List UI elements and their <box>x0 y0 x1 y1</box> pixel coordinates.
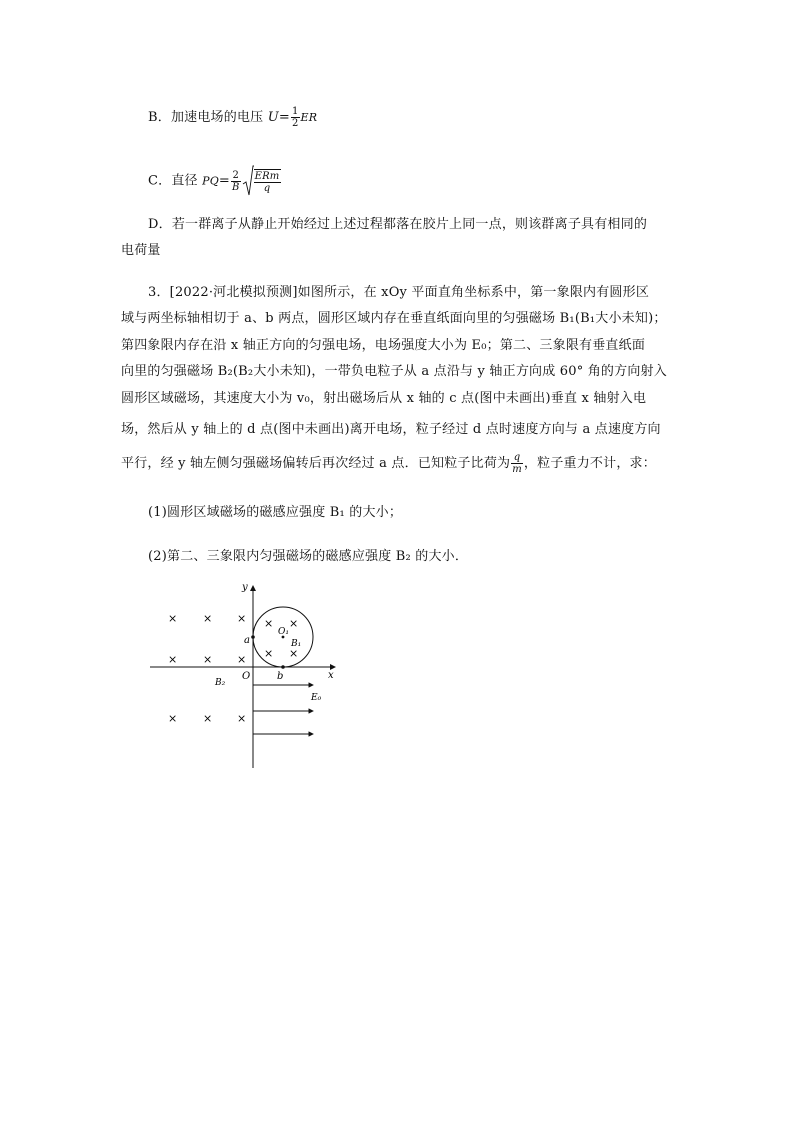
option-c-radicand <box>254 169 281 194</box>
point-b <box>281 665 285 669</box>
question-2: (2)第二、三象限内匀强磁场的磁感应强度 B₂ 的大小． <box>148 549 469 564</box>
option-b-lhs: U <box>267 110 279 125</box>
problem3-line2: 域与两坐标轴相切于 a、b 两点，圆形区域内存在垂直纸面向里的匀强磁场 B₁(B₁大小未知)； <box>121 311 667 326</box>
cross-mark: × <box>203 612 213 625</box>
problem3-line5: 圆形区域磁场，其速度大小为 v₀，射出磁场后从 x 轴的 c 点(图中未画出)垂直 x 轴射入电 <box>121 391 647 406</box>
center-label: O₁ <box>278 627 289 637</box>
option-b-eq: = <box>278 110 290 125</box>
option-d-line2: 电荷量 <box>121 243 161 258</box>
option-c-rad-num: ERm <box>254 170 280 182</box>
ratio-den: m <box>512 464 522 475</box>
x-axis-label: x <box>328 670 334 681</box>
option-b-den: 2 <box>291 118 299 129</box>
origin-label: O <box>242 671 251 682</box>
cross-mark: × <box>168 712 178 725</box>
option-c-lhs: PQ <box>202 174 219 188</box>
option-b-label: B．加速电场的电压 <box>148 110 264 125</box>
option-c-sqrt <box>242 164 282 198</box>
option-b-rhs: ER <box>300 111 318 124</box>
cross-mark: × <box>237 653 247 666</box>
option-c-eq: = <box>218 173 231 189</box>
field-b1-label: B₁ <box>291 639 302 649</box>
cross-mark: × <box>264 647 274 660</box>
option-d-line1: D．若一群离子从静止开始经过上述过程都落在胶片上同一点，则该群离子具有相同的 <box>148 217 648 232</box>
problem3-line7 <box>121 452 656 475</box>
problem3-line7-post: ，粒子重力不计，求： <box>523 456 656 471</box>
cross-mark: × <box>264 617 274 630</box>
cross-mark: × <box>289 647 299 660</box>
option-c-rad-den: q <box>263 182 271 194</box>
option-b-num: 1 <box>291 106 299 117</box>
problem3-line6: 场，然后从 y 轴上的 d 点(图中未画出)离开电场，粒子经过 d 点时速度方向与 a 点速度方向 <box>121 422 661 437</box>
charge-mass-ratio <box>511 452 523 475</box>
problem3-line3: 第四象限内存在沿 x 轴正方向的匀强电场，电场强度大小为 E₀；第二、三象限有垂直纸面 <box>121 338 646 353</box>
cross-mark: × <box>237 712 247 725</box>
y-axis-label: y <box>242 582 248 593</box>
option-c <box>148 164 282 198</box>
cross-mark: × <box>203 653 213 666</box>
option-c-den: B <box>232 181 240 193</box>
cross-mark: × <box>237 612 247 625</box>
radical-sign-icon <box>242 164 254 198</box>
ratio-num: q <box>511 452 523 464</box>
point-b-label: b <box>277 671 284 682</box>
cross-mark: × <box>168 612 178 625</box>
point-a-label: a <box>244 635 250 646</box>
physics-diagram <box>145 578 365 773</box>
problem3-line4: 向里的匀强磁场 B₂(B₂大小未知)，一带负电粒子从 a 点沿与 y 轴正方向成 60° 角的方向射入 <box>121 364 667 379</box>
option-c-label: C．直径 <box>148 173 198 189</box>
option-b <box>148 106 317 129</box>
problem3-line7-pre: 平行，经 y 轴左侧匀强磁场偏转后再次经过 a 点．已知粒子比荷为 <box>121 456 511 471</box>
problem3-line1: 3．[2022·河北模拟预测]如图所示，在 xOy 平面直角坐标系中，第一象限内有圆形区 <box>148 285 650 300</box>
field-e0-label: E₀ <box>311 693 322 703</box>
option-c-num: 2 <box>232 169 240 181</box>
cross-mark: × <box>168 653 178 666</box>
option-b-fraction <box>291 106 300 129</box>
cross-mark: × <box>289 617 299 630</box>
cross-mark: × <box>203 712 213 725</box>
point-a <box>251 635 255 639</box>
field-b2-label: B₂ <box>215 678 226 688</box>
question-1: (1)圆形区域磁场的磁感应强度 B₁ 的大小； <box>148 505 403 520</box>
option-c-fraction <box>231 170 241 193</box>
